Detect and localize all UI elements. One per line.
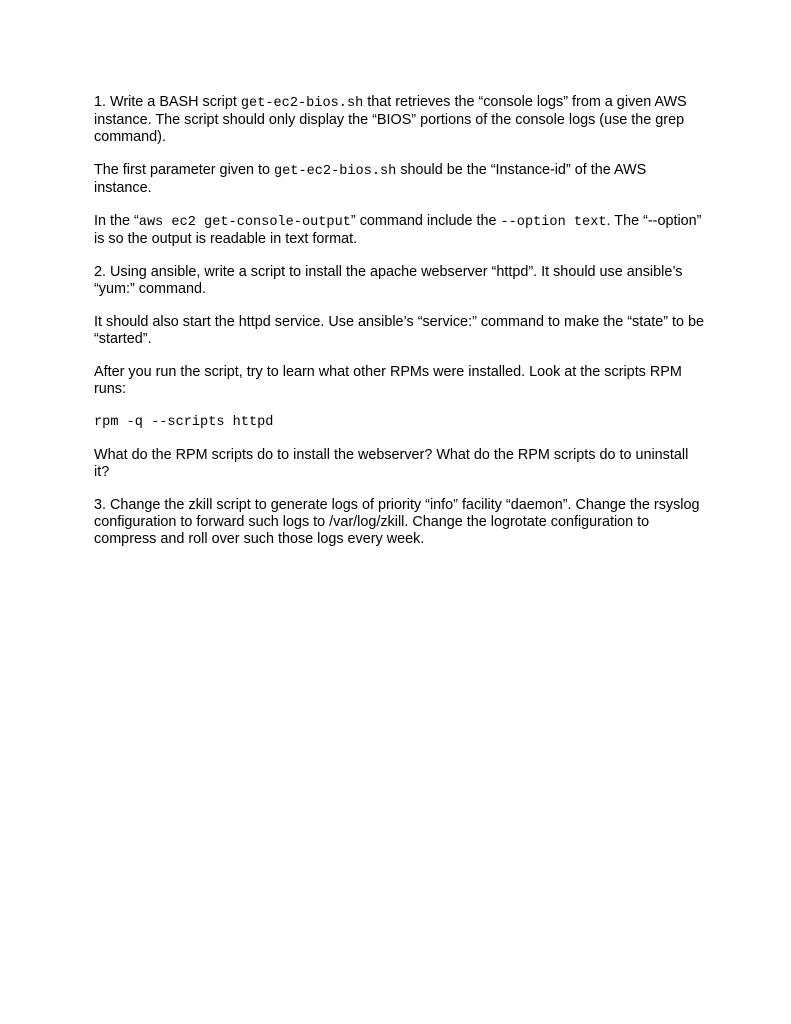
parameter-paragraph: [94, 162, 704, 197]
rpm-scripts-paragraph: After you run the script, try to learn what other RPMs were installed. Look at the scripts RPM runs:: [94, 364, 682, 397]
httpd-service-paragraph: It should also start the httpd service. Use ansible’s “service:” command to make the “state” to be “started”.: [94, 314, 705, 347]
aws-command-code: aws ec2 get-console-output: [138, 215, 351, 230]
option-text-code: --option text: [500, 215, 607, 230]
question-1-text-b: that retrieves the “console logs” from a given AWS instance. The script should only display the “BIOS” portions of the console logs (use the grep command).: [94, 94, 687, 145]
rpm-command-code: rpm -q --scripts httpd: [94, 415, 274, 430]
console-output-text-b: ” command include the: [350, 213, 501, 229]
parameter-text-b: should be the “Instance-id” of the AWS instance.: [94, 162, 647, 196]
console-output-text-a: In the “: [94, 213, 139, 229]
script-name-code: get-ec2-bios.sh: [240, 96, 364, 111]
rpm-question-paragraph: What do the RPM scripts do to install the webserver? What do the RPM scripts do to uninstall it?: [94, 447, 689, 480]
console-output-text-c: . The “--option” is so the output is readable in text format.: [94, 213, 702, 247]
question-1-paragraph: [94, 94, 704, 146]
question-3-paragraph: 3. Change the zkill script to generate logs of priority “info” facility “daemon”. Change the rsyslog configuration to forward such logs to /var/log/zkill. Change the logrotate configuration to compress and roll over such those logs every week.: [94, 497, 700, 547]
console-output-paragraph: [94, 213, 704, 248]
question-1-text-a: 1. Write a BASH script: [94, 94, 241, 110]
document-page: [94, 94, 704, 564]
question-2-paragraph: 2. Using ansible, write a script to install the apache webserver “httpd”. It should use ansible’s “yum:” command.: [94, 264, 683, 297]
parameter-text-a: The first parameter given to: [94, 162, 274, 178]
script-name-code: get-ec2-bios.sh: [273, 164, 397, 179]
